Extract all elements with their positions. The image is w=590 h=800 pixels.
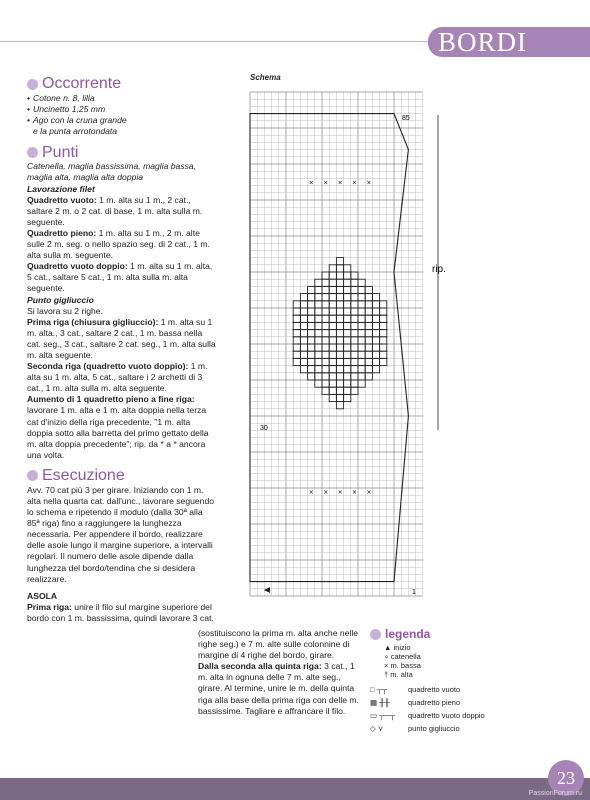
diamond-cell bbox=[308, 337, 315, 344]
diamond-cell bbox=[329, 322, 336, 329]
qv-paragraph: Quadretto vuoto: 1 m. alta su 1 m., 2 cat., saltare 2 m. o 2 cat. di base, 1 m. alta sulla m. seguente. bbox=[27, 194, 203, 227]
diamond-cell bbox=[336, 315, 343, 322]
diamond-cell bbox=[351, 279, 358, 286]
diamond-cell bbox=[336, 344, 343, 351]
crochet-schema-chart bbox=[248, 90, 444, 620]
diamond-cell bbox=[351, 344, 358, 351]
diamond-cell bbox=[329, 394, 336, 401]
diamond-cell bbox=[336, 351, 343, 358]
diamond-cell bbox=[329, 366, 336, 373]
diamond-cell bbox=[380, 351, 387, 358]
row1-paragraph: Prima riga (chiusura gigliuccio): 1 m. alta su 1 m. alta., 3 cat., saltare 2 cat., 1 m. bassa nella cat. seg., 3 cat., saltare 2 cat. seg., 1 m. alta sulla m. alta seguente. bbox=[27, 316, 216, 360]
diamond-cell bbox=[329, 279, 336, 286]
diamond-cell bbox=[372, 301, 379, 308]
diamond-cell bbox=[329, 301, 336, 308]
stitch-mark: × bbox=[352, 489, 358, 496]
diamond-cell bbox=[300, 337, 307, 344]
diamond-cell bbox=[358, 380, 365, 387]
diamond-cell bbox=[336, 358, 343, 365]
diamond-cell bbox=[344, 315, 351, 322]
diamond-cell bbox=[372, 330, 379, 337]
diamond-cell bbox=[344, 330, 351, 337]
diamond-cell bbox=[358, 286, 365, 293]
stitch-mark: × bbox=[337, 179, 343, 187]
diamond-cell bbox=[293, 358, 300, 365]
diamond-cell bbox=[329, 315, 336, 322]
diamond-cell bbox=[344, 294, 351, 301]
diamond-cell bbox=[300, 308, 307, 315]
qvd-paragraph: Quadretto vuoto doppio: 1 m. alta su 1 m. alta, 5 cat., saltare 5 cat., 1 m. alta sulla m. alta seguente. bbox=[27, 261, 213, 294]
diamond-cell bbox=[322, 308, 329, 315]
diamond-cell bbox=[358, 301, 365, 308]
diamond-cell bbox=[358, 279, 365, 286]
diamond-cell bbox=[351, 308, 358, 315]
schema-title: Schema bbox=[250, 73, 281, 82]
diamond-cell bbox=[344, 358, 351, 365]
diamond-cell bbox=[351, 301, 358, 308]
diamond-cell bbox=[315, 344, 322, 351]
diamond-cell bbox=[336, 322, 343, 329]
diamond-cell bbox=[344, 286, 351, 293]
diamond-cell bbox=[358, 351, 365, 358]
bullet-dot-icon bbox=[27, 147, 38, 158]
diamond-cell bbox=[308, 294, 315, 301]
diamond-cell bbox=[293, 351, 300, 358]
legend-item-pg: ◇ ⋎ punto gigliuccio bbox=[370, 724, 460, 733]
diamond-cell bbox=[358, 322, 365, 329]
diamond-cell bbox=[300, 366, 307, 373]
diamond-cell bbox=[329, 380, 336, 387]
stitch-mark: × bbox=[337, 489, 343, 496]
legend-item-qvd: ▭ ┬─┬ quadretto vuoto doppio bbox=[370, 711, 485, 720]
diamond-cell bbox=[358, 344, 365, 351]
diamond-cell bbox=[300, 294, 307, 301]
diamond-cell bbox=[365, 344, 372, 351]
gigliuccio-intro: Si lavora su 2 righe. bbox=[27, 305, 103, 316]
diamond-cell bbox=[365, 330, 372, 337]
diamond-cell bbox=[322, 322, 329, 329]
diamond-cell bbox=[365, 366, 372, 373]
occorrente-heading: Occorrente bbox=[27, 75, 217, 93]
diamond-cell bbox=[358, 294, 365, 301]
diamond-cell bbox=[365, 373, 372, 380]
diamond-cell bbox=[351, 315, 358, 322]
stitch-mark: × bbox=[323, 179, 329, 187]
section-banner bbox=[428, 27, 590, 57]
diamond-cell bbox=[351, 272, 358, 279]
diamond-cell bbox=[351, 373, 358, 380]
diamond-cell bbox=[315, 322, 322, 329]
diamond-cell bbox=[344, 387, 351, 394]
legend-item-qv: □ ┬┬ quadretto vuoto bbox=[370, 685, 461, 694]
diamond-cell bbox=[365, 286, 372, 293]
diamond-cell bbox=[308, 373, 315, 380]
row-label-30: 30 bbox=[260, 425, 268, 432]
diamond-cell bbox=[380, 358, 387, 365]
esecuzione-heading: Esecuzione bbox=[27, 467, 217, 485]
diamond-cell bbox=[329, 286, 336, 293]
diamond-cell bbox=[293, 315, 300, 322]
diamond-cell bbox=[372, 358, 379, 365]
diamond-cell bbox=[358, 358, 365, 365]
diamond-cell bbox=[351, 380, 358, 387]
stitch-mark: × bbox=[308, 489, 314, 496]
diamond-cell bbox=[329, 308, 336, 315]
stitch-mark: × bbox=[323, 489, 329, 496]
page-number: 23 bbox=[548, 760, 584, 796]
diamond-cell bbox=[322, 351, 329, 358]
row2-paragraph: Seconda riga (quadretto vuoto doppio): 1 m. alta su 1 m. alta, 5 cat., saltare i 2 archetti di 3 cat., 1 m. alta sulla m. alta seguente. bbox=[27, 361, 208, 394]
diamond-cell bbox=[300, 322, 307, 329]
stitch-mark: × bbox=[308, 179, 314, 187]
row-label-85: 85 bbox=[402, 115, 410, 122]
diamond-cell bbox=[344, 265, 351, 272]
diamond-cell bbox=[336, 380, 343, 387]
diamond-cell bbox=[329, 294, 336, 301]
diamond-cell bbox=[365, 337, 372, 344]
section-title: BORDI bbox=[438, 27, 528, 57]
diamond-cell bbox=[344, 308, 351, 315]
diamond-cell bbox=[322, 387, 329, 394]
page-footer bbox=[0, 778, 590, 800]
diamond-cell bbox=[308, 366, 315, 373]
diamond-cell bbox=[322, 373, 329, 380]
diamond-cell bbox=[344, 337, 351, 344]
increase-paragraph: Aumento di 1 quadretto pieno a fine riga: lavorare 1 m. alta e 1 m. alta doppia nella terza cat d'inizio della riga precedente, "1 m. alta doppia sotto alla barretta del primo gettato della m. alta doppia precedente"; rip. da * a * ancora una volta. bbox=[27, 394, 209, 460]
diamond-cell bbox=[358, 337, 365, 344]
diamond-cell bbox=[344, 380, 351, 387]
diamond-cell bbox=[380, 322, 387, 329]
diamond-cell bbox=[336, 387, 343, 394]
bullet-dot-icon bbox=[370, 629, 381, 640]
bullet-dot-icon bbox=[27, 470, 38, 481]
diamond-cell bbox=[315, 358, 322, 365]
diamond-cell bbox=[293, 330, 300, 337]
diamond-cell bbox=[315, 337, 322, 344]
diamond-cell bbox=[344, 301, 351, 308]
diamond-cell bbox=[380, 315, 387, 322]
list-item: • Cotone n. 8, lilla bbox=[27, 93, 217, 104]
diamond-cell bbox=[293, 337, 300, 344]
start-arrow-icon bbox=[264, 587, 270, 593]
diamond-cell bbox=[344, 322, 351, 329]
diamond-cell bbox=[372, 294, 379, 301]
asola-paragraph: Prima riga: unire il filo sul margine superiore del bordo con 1 m. bassissima, quindi lavorare 3 cat. bbox=[27, 601, 214, 623]
diamond-cell bbox=[358, 315, 365, 322]
diamond-cell bbox=[308, 315, 315, 322]
repeat-label: rip. bbox=[432, 264, 446, 275]
legend-heading: legenda bbox=[370, 625, 590, 643]
esecuzione-text: Avv. 70 cat più 3 per girare. Iniziando con 1 m. alta nella quarta cat. dall'unc., lavorare seguendo lo schema e ripetendo il modulo (dalla 30ª alla 85ª riga) fino a raggiungere la lunghezza necessaria. Per appendere il bordo, realizzare delle asole lungo il margine superiore, a intervalli regolari. Il numero delle asole dipende dalla lunghezza del bordo/tendina che si desidera realizzare. bbox=[27, 484, 215, 584]
diamond-cell bbox=[293, 301, 300, 308]
diamond-cell bbox=[315, 330, 322, 337]
diamond-cell bbox=[329, 358, 336, 365]
watermark: PassionForum.ru bbox=[528, 790, 582, 797]
diamond-cell bbox=[300, 315, 307, 322]
diamond-cell bbox=[308, 330, 315, 337]
diamond-cell bbox=[351, 387, 358, 394]
list-item: e la punta arrotondata bbox=[33, 126, 118, 137]
diamond-cell bbox=[315, 294, 322, 301]
diamond-cell bbox=[358, 373, 365, 380]
diamond-cell bbox=[315, 373, 322, 380]
diamond-cell bbox=[322, 315, 329, 322]
diamond-cell bbox=[315, 286, 322, 293]
asola-title: ASOLA bbox=[27, 590, 58, 601]
diamond-cell bbox=[358, 366, 365, 373]
diamond-cell bbox=[322, 380, 329, 387]
diamond-cell bbox=[372, 351, 379, 358]
diamond-cell bbox=[344, 279, 351, 286]
diamond-cell bbox=[344, 366, 351, 373]
diamond-cell bbox=[351, 330, 358, 337]
diamond-cell bbox=[315, 308, 322, 315]
diamond-cell bbox=[351, 351, 358, 358]
col2-paragraph: Dalla seconda alla quinta riga: 3 cat., 1 m. alta in ognuna delle 7 m. alte seg., girare. Al termine, unire le m. della quinta riga alla base della prima riga con delle m. bassissime. Tagliare e affrancare il filo. bbox=[198, 661, 359, 716]
legend-item-dc: † m. alta bbox=[384, 670, 413, 679]
diamond-cell bbox=[300, 301, 307, 308]
diamond-cell bbox=[336, 394, 343, 401]
diamond-cell bbox=[336, 301, 343, 308]
diamond-cell bbox=[351, 286, 358, 293]
diamond-cell bbox=[322, 344, 329, 351]
col2-text: (sostituiscono la prima m. alta anche nelle righe seg.) e 7 m. alte sulle colonnine di margine di 4 righe del bordo, girare. bbox=[198, 628, 359, 661]
diamond-cell bbox=[300, 351, 307, 358]
diamond-cell bbox=[293, 344, 300, 351]
diamond-cell bbox=[329, 351, 336, 358]
stitch-mark: × bbox=[352, 179, 358, 187]
diamond-cell bbox=[315, 301, 322, 308]
diamond-cell bbox=[365, 301, 372, 308]
row-label-1: 1 bbox=[412, 589, 416, 596]
diamond-cell bbox=[322, 272, 329, 279]
diamond-cell bbox=[344, 351, 351, 358]
diamond-cell bbox=[336, 265, 343, 272]
diamond-cell bbox=[380, 330, 387, 337]
diamond-cell bbox=[365, 351, 372, 358]
legend-item-qp: ▦ ╫╫ quadretto pieno bbox=[370, 698, 461, 707]
diamond-cell bbox=[380, 344, 387, 351]
diamond-cell bbox=[315, 315, 322, 322]
diamond-cell bbox=[351, 358, 358, 365]
legend bbox=[370, 625, 590, 735]
diamond-cell bbox=[308, 301, 315, 308]
diamond-cell bbox=[365, 358, 372, 365]
diamond-cell bbox=[315, 279, 322, 286]
punti-intro: Catenella, maglia bassissima, maglia bassa, maglia alta, maglia alta doppia bbox=[27, 161, 197, 183]
diamond-cell bbox=[372, 366, 379, 373]
middle-column bbox=[198, 628, 361, 717]
list-item: • Ago con la cruna grande bbox=[27, 115, 217, 126]
diamond-cell bbox=[308, 308, 315, 315]
diamond-cell bbox=[329, 272, 336, 279]
diamond-cell bbox=[365, 308, 372, 315]
diamond-cell bbox=[322, 366, 329, 373]
diamond-cell bbox=[358, 308, 365, 315]
diamond-cell bbox=[344, 373, 351, 380]
diamond-cell bbox=[336, 330, 343, 337]
stitch-mark: × bbox=[366, 489, 372, 496]
diamond-cell bbox=[336, 286, 343, 293]
diamond-cell bbox=[336, 258, 343, 265]
diamond-cell bbox=[322, 279, 329, 286]
diamond-cell bbox=[351, 337, 358, 344]
diamond-cell bbox=[372, 344, 379, 351]
diamond-cell bbox=[322, 301, 329, 308]
diamond-cell bbox=[329, 387, 336, 394]
diamond-cell bbox=[322, 286, 329, 293]
diamond-cell bbox=[336, 294, 343, 301]
diamond-cell bbox=[358, 330, 365, 337]
diamond-cell bbox=[329, 373, 336, 380]
left-column bbox=[27, 75, 217, 624]
diamond-cell bbox=[344, 272, 351, 279]
diamond-cell bbox=[372, 322, 379, 329]
diamond-cell bbox=[365, 322, 372, 329]
diamond-cell bbox=[322, 294, 329, 301]
diamond-cell bbox=[315, 366, 322, 373]
legend-item-chain: ∘ catenella bbox=[384, 652, 421, 661]
diamond-cell bbox=[308, 322, 315, 329]
diamond-cell bbox=[351, 366, 358, 373]
diamond-cell bbox=[336, 373, 343, 380]
diamond-cell bbox=[308, 351, 315, 358]
diamond-cell bbox=[372, 308, 379, 315]
qp-paragraph: Quadretto pieno: 1 m. alta su 1 m., 2 m. alte sulle 2 m. seg. o nello spazio seg. di 2 cat., 1 m. alta sulla m. seguente. bbox=[27, 227, 210, 261]
diamond-cell bbox=[293, 308, 300, 315]
diamond-cell bbox=[336, 279, 343, 286]
diamond-cell bbox=[336, 366, 343, 373]
diamond-cell bbox=[322, 337, 329, 344]
schema-motifs bbox=[293, 179, 387, 496]
diamond-cell bbox=[344, 394, 351, 401]
diamond-cell bbox=[329, 337, 336, 344]
diamond-cell bbox=[315, 380, 322, 387]
diamond-cell bbox=[329, 265, 336, 272]
diamond-cell bbox=[293, 322, 300, 329]
diamond-cell bbox=[351, 294, 358, 301]
bullet-dot-icon bbox=[27, 79, 38, 90]
gigliuccio-title: Punto gigliuccio bbox=[27, 294, 94, 305]
diamond-cell bbox=[300, 358, 307, 365]
diamond-cell bbox=[344, 344, 351, 351]
diamond-cell bbox=[336, 337, 343, 344]
diamond-cell bbox=[380, 308, 387, 315]
legend-item-sc: × m. bassa bbox=[384, 661, 421, 670]
diamond-cell bbox=[336, 272, 343, 279]
stitch-mark: × bbox=[366, 179, 372, 187]
diamond-cell bbox=[365, 294, 372, 301]
diamond-cell bbox=[308, 358, 315, 365]
diamond-cell bbox=[329, 344, 336, 351]
diamond-cell bbox=[300, 344, 307, 351]
diamond-cell bbox=[315, 351, 322, 358]
diamond-cell bbox=[329, 330, 336, 337]
diamond-cell bbox=[336, 308, 343, 315]
list-item: • Uncinetto 1,25 mm bbox=[27, 104, 217, 115]
diamond-cell bbox=[322, 330, 329, 337]
diamond-cell bbox=[300, 330, 307, 337]
filet-title: Lavorazione filet bbox=[27, 183, 95, 194]
diamond-cell bbox=[308, 344, 315, 351]
diamond-cell bbox=[351, 322, 358, 329]
diamond-cell bbox=[380, 301, 387, 308]
punti-heading: Punti bbox=[27, 143, 217, 161]
diamond-cell bbox=[372, 315, 379, 322]
legend-item-start: ▲ inizio bbox=[384, 643, 411, 652]
diamond-cell bbox=[365, 315, 372, 322]
diamond-cell bbox=[372, 337, 379, 344]
diamond-cell bbox=[308, 286, 315, 293]
diamond-cell bbox=[322, 358, 329, 365]
diamond-cell bbox=[336, 402, 343, 409]
diamond-cell bbox=[380, 337, 387, 344]
